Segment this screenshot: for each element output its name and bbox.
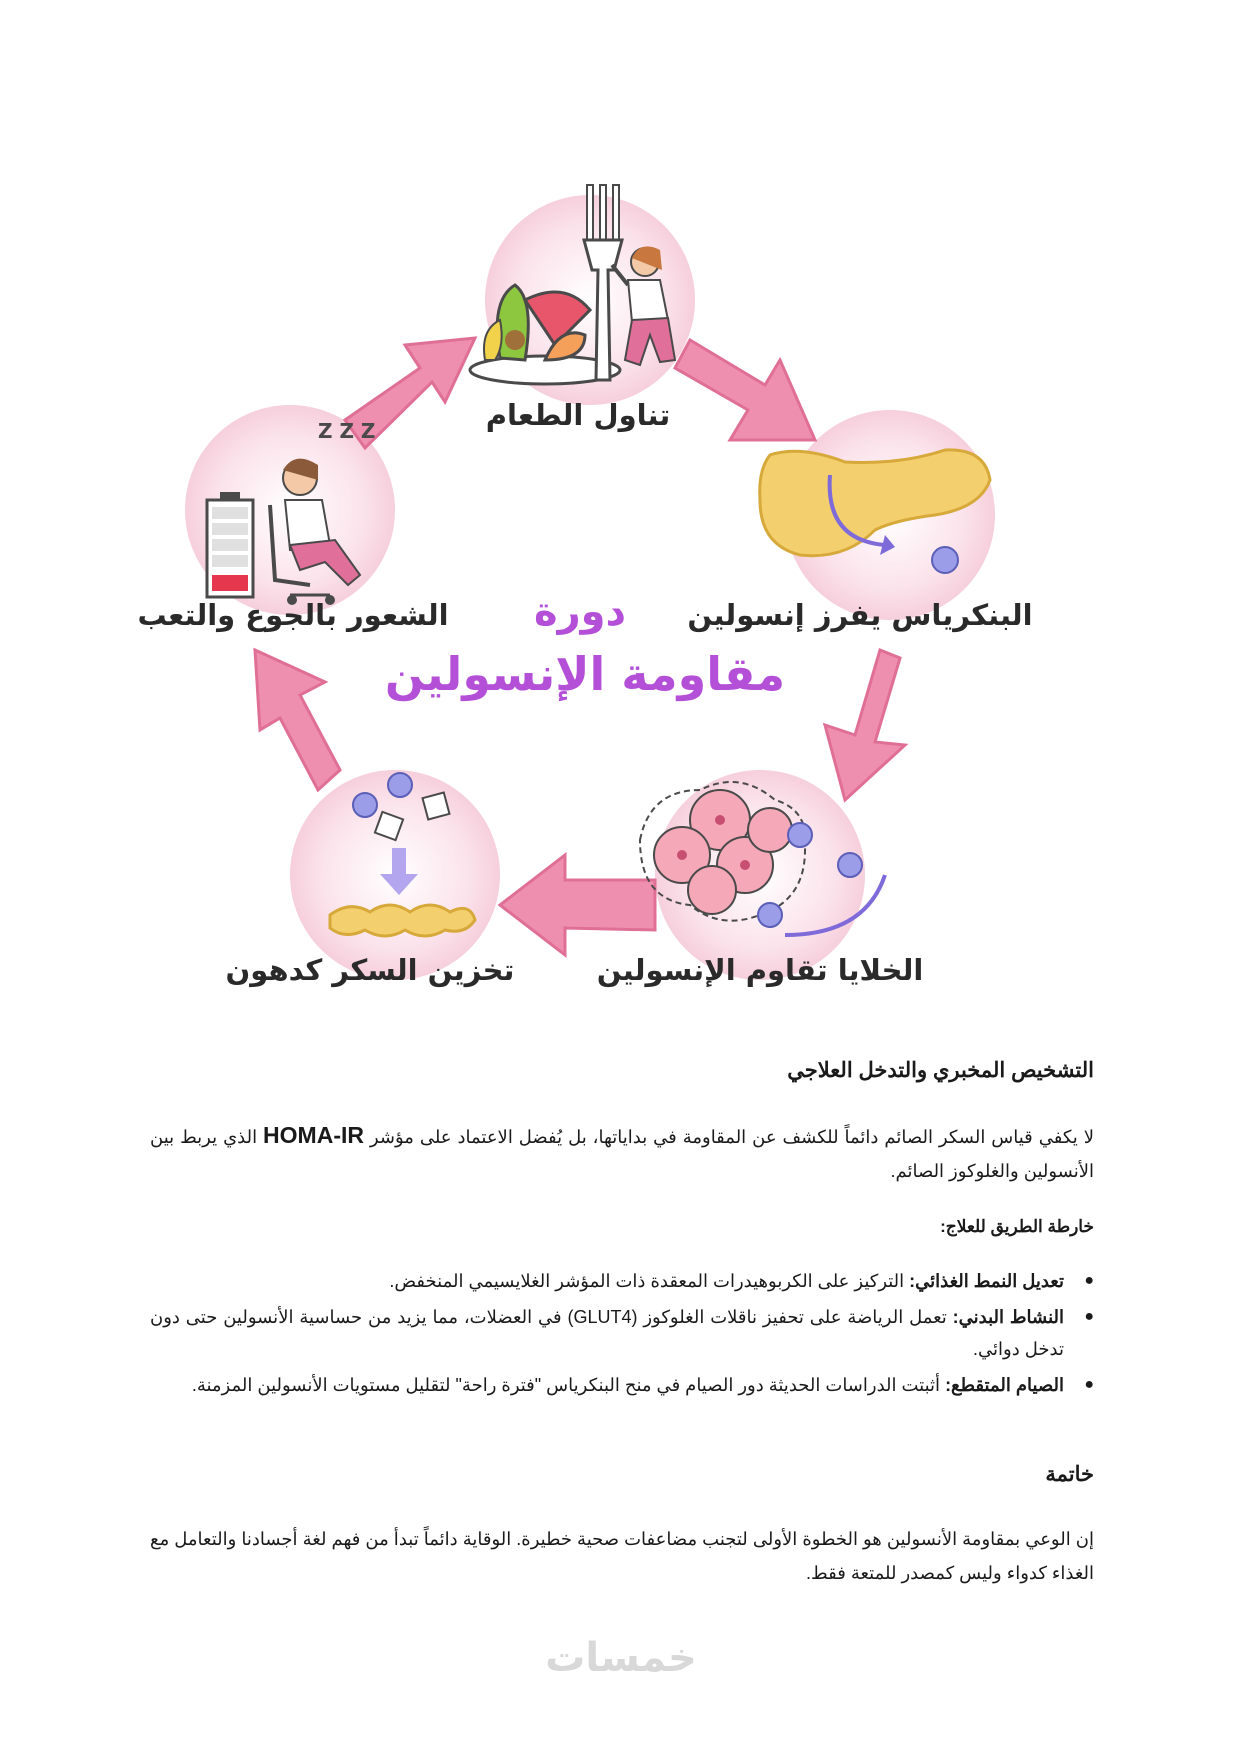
conclusion-paragraph-block — [150, 1522, 1094, 1590]
list-item — [150, 1301, 1094, 1365]
insulin-molecule-icon — [758, 903, 782, 927]
roadmap-title: خارطة الطريق للعلاج: — [940, 1217, 1094, 1236]
section-heading: التشخيص المخبري والتدخل العلاجي — [787, 1059, 1094, 1082]
bullet-icon: ● — [1084, 1308, 1094, 1325]
diagram-title-line2: مقاومة الإنسولين — [384, 647, 786, 701]
stage-cells-label: الخلايا تقاوم الإنسولين — [596, 953, 924, 987]
list-item-text: أثبتت الدراسات الحديثة دور الصيام في منح البنكرياس "فترة راحة" لتقليل مستويات الأنسولين المزمنة. — [191, 1375, 946, 1395]
paragraph-text: لا يكفي قياس السكر الصائم دائماً للكشف عن المقاومة في بداياتها، بل يُفضل الاعتماد على مؤشر — [363, 1127, 1094, 1147]
stage-food-label: تناول الطعام — [485, 398, 671, 432]
conclusion-heading-block — [150, 1462, 1094, 1487]
low-battery-icon — [207, 492, 253, 597]
cycle-arrow-icon — [500, 855, 655, 955]
insulin-molecule-icon — [788, 823, 812, 847]
insulin-molecule-icon — [838, 853, 862, 877]
list-item — [150, 1369, 1094, 1401]
cycle-arrow-icon — [675, 340, 815, 440]
section-diagnosis — [150, 1058, 1094, 1083]
diagram-title-line1: دورة — [533, 589, 627, 635]
list-item-term: الصيام المتقطع: — [945, 1375, 1064, 1395]
insulin-molecule-icon — [932, 547, 958, 573]
conclusion-paragraph: إن الوعي بمقاومة الأنسولين هو الخطوة الأولى لتجنب مضاعفات صحية خطيرة. الوقاية دائماً تبدأ من فهم لغة أجسادنا والتعامل مع الغذاء كدواء وليس كمصدر للمتعة فقط. — [150, 1529, 1094, 1583]
roadmap-list — [150, 1265, 1094, 1401]
roadmap-title-block — [150, 1217, 1094, 1237]
bullet-icon: ● — [1084, 1272, 1094, 1289]
stage-storage-label: تخزين السكر كدهون — [225, 953, 515, 987]
diagnosis-paragraph — [150, 1118, 1094, 1188]
list-item-term: تعديل النمط الغذائي: — [909, 1271, 1064, 1291]
paragraph-text: الذي يربط بين الأنسولين والغلوكوز الصائم. — [150, 1127, 1094, 1181]
cycle-arrow-icon — [825, 650, 905, 800]
list-item-term: النشاط البدني: — [952, 1307, 1065, 1327]
stage-hunger-label: الشعور بالجوع والتعب — [137, 598, 449, 632]
sleep-z-icon: Z Z Z — [318, 419, 376, 443]
cycle-arrow-icon — [255, 650, 340, 790]
stage-pancreas-label: البنكرياس يفرز إنسولين — [687, 598, 1033, 632]
conclusion-heading: خاتمة — [1045, 1463, 1094, 1486]
list-item — [150, 1265, 1094, 1297]
list-item-text: تعمل الرياضة على تحفيز ناقلات الغلوكوز (GLUT4) في العضلات، مما يزيد من حساسية الأنسولين حتى دون تدخل دوائي. — [150, 1307, 1064, 1359]
bullet-icon: ● — [1084, 1376, 1094, 1393]
list-item-text: التركيز على الكربوهيدرات المعقدة ذات المؤشر الغلايسيمي المنخفض. — [389, 1271, 910, 1291]
watermark-logo: خمسات — [545, 1635, 697, 1681]
homa-ir-term: HOMA-IR — [263, 1122, 364, 1148]
diagnosis-paragraph-block — [150, 1118, 1094, 1188]
roadmap-list-block — [150, 1265, 1094, 1405]
